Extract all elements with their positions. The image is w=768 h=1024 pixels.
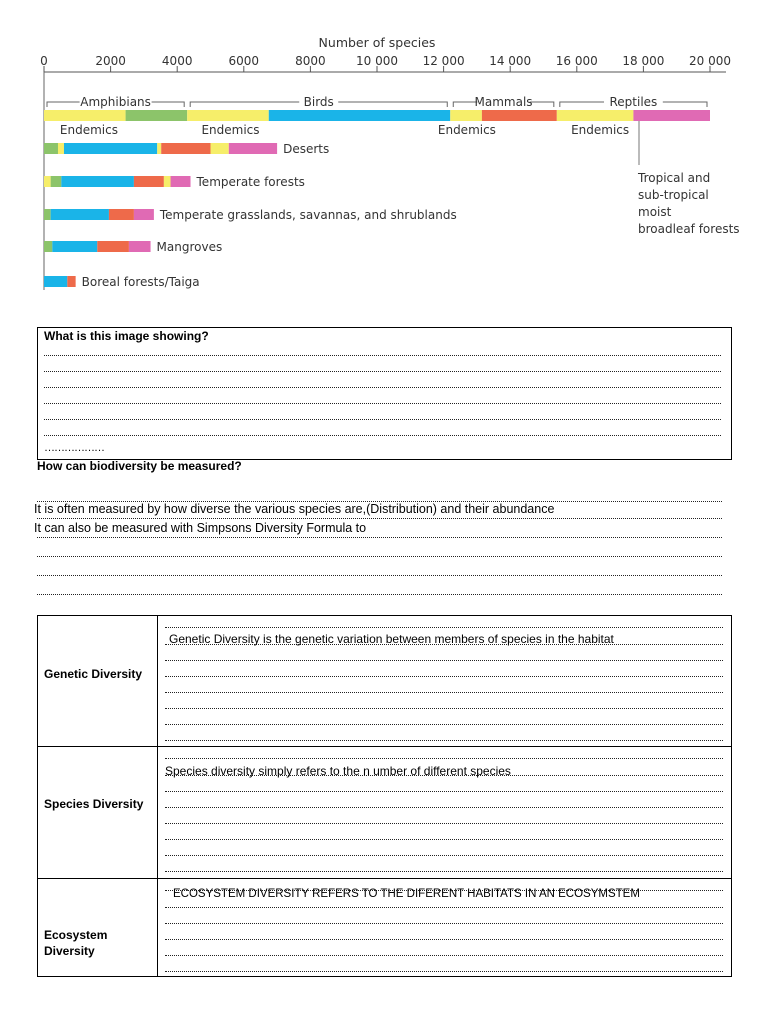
top-bar-segment bbox=[269, 110, 450, 121]
biome-bar-segment bbox=[61, 176, 134, 187]
tropical-label: moist bbox=[638, 205, 672, 219]
question-2-answer-1: It is often measured by how diverse the various species are,(Distribution) and their abundance bbox=[34, 502, 555, 516]
endemics-label: Endemics bbox=[59, 123, 118, 137]
question-2-answer-2: It can also be measured with Simpsons Diversity Formula to bbox=[34, 521, 367, 535]
diversity-table bbox=[37, 615, 732, 977]
x-tick-label: 14 000 bbox=[489, 54, 532, 68]
question-1-answer-lines[interactable] bbox=[44, 328, 721, 459]
group-label: Amphibians bbox=[80, 95, 151, 109]
biome-label: Mangroves bbox=[156, 240, 223, 254]
top-bar-segment bbox=[557, 110, 634, 121]
x-tick-label: 0 bbox=[40, 54, 48, 68]
x-tick-label: 2000 bbox=[95, 54, 126, 68]
group-label: Reptiles bbox=[609, 95, 658, 109]
top-bar-segment bbox=[482, 110, 557, 121]
species-diversity-text: Species diversity simply refers to the n umber of different species bbox=[165, 764, 511, 778]
biome-bar-segment bbox=[109, 209, 134, 220]
biome-bar-segment bbox=[58, 143, 64, 154]
biome-bar-segment bbox=[157, 143, 161, 154]
biome-bar-segment bbox=[44, 209, 51, 220]
tropical-label: Tropical and bbox=[638, 171, 711, 185]
top-bar-segment bbox=[187, 110, 269, 121]
biome-bar-segment bbox=[161, 143, 210, 154]
endemics-label: Endemics bbox=[201, 123, 260, 137]
biome-bar-segment bbox=[52, 241, 97, 252]
endemics-label: Endemics bbox=[437, 123, 496, 137]
biome-bar-segment bbox=[51, 176, 62, 187]
ecosystem-diversity-label: Ecosystem Diversity bbox=[44, 928, 108, 958]
x-tick-label: 16 000 bbox=[555, 54, 598, 68]
biome-bar-segment bbox=[44, 143, 58, 154]
biome-label: Deserts bbox=[283, 142, 330, 156]
question-1-text: What is this image showing? bbox=[44, 329, 209, 343]
biome-bar-segment bbox=[44, 241, 52, 252]
question-2-text: How can biodiversity be measured? bbox=[37, 459, 242, 473]
biome-bar-segment bbox=[97, 241, 129, 252]
question-1-box bbox=[37, 327, 732, 460]
biome-bar-segment bbox=[129, 241, 151, 252]
biome-bar-segment bbox=[51, 209, 109, 220]
biome-bar-segment bbox=[229, 143, 277, 154]
biome-bar-segment bbox=[64, 143, 157, 154]
x-tick-label: 20 000 bbox=[689, 54, 731, 68]
biome-bar-segment bbox=[44, 176, 51, 187]
top-bar-segment bbox=[126, 110, 188, 121]
biome-bar-segment bbox=[134, 209, 154, 220]
genetic-diversity-text: Genetic Diversity is the genetic variation between members of species in the habitat bbox=[169, 632, 614, 646]
axis-title: Number of species bbox=[318, 35, 436, 50]
x-tick-label: 6000 bbox=[228, 54, 260, 68]
top-bar-segment bbox=[450, 110, 482, 121]
question-1-last-line: ……………… bbox=[44, 442, 104, 454]
biome-bar-segment bbox=[44, 276, 67, 287]
biome-bar-segment bbox=[211, 143, 229, 154]
biome-label: Temperate grasslands, savannas, and shrublands bbox=[159, 208, 457, 222]
x-tick-label: 12 000 bbox=[422, 54, 465, 68]
species-richness-figure bbox=[0, 0, 768, 305]
biome-bar-segment bbox=[134, 176, 164, 187]
x-tick-label: 10 000 bbox=[356, 54, 398, 68]
x-tick-label: 4000 bbox=[161, 54, 193, 68]
genetic-diversity-label: Genetic Diversity bbox=[44, 667, 143, 681]
biome-bar-segment bbox=[171, 176, 191, 187]
biome-label: Temperate forests bbox=[196, 175, 305, 189]
question-2-answer-area[interactable] bbox=[37, 480, 722, 600]
top-bar-segment bbox=[633, 110, 710, 121]
ecosystem-diversity-text: ECOSYSTEM DIVERSITY REFERS TO THE DIFERENT HABITATS IN AN ECOSYMSTEM bbox=[173, 888, 640, 900]
tropical-label: sub-tropical bbox=[638, 188, 709, 202]
endemics-label: Endemics bbox=[571, 123, 630, 137]
group-label: Mammals bbox=[474, 95, 533, 109]
biome-label: Boreal forests/Taiga bbox=[81, 275, 200, 289]
x-tick-label: 18 000 bbox=[622, 54, 665, 68]
x-tick-label: 8000 bbox=[295, 54, 326, 68]
top-bar-segment bbox=[44, 110, 126, 121]
tropical-label: broadleaf forests bbox=[638, 222, 740, 236]
biome-bar-segment bbox=[67, 276, 75, 287]
biome-bar-segment bbox=[164, 176, 171, 187]
group-label: Birds bbox=[303, 95, 334, 109]
species-diversity-label: Species Diversity bbox=[44, 797, 144, 811]
